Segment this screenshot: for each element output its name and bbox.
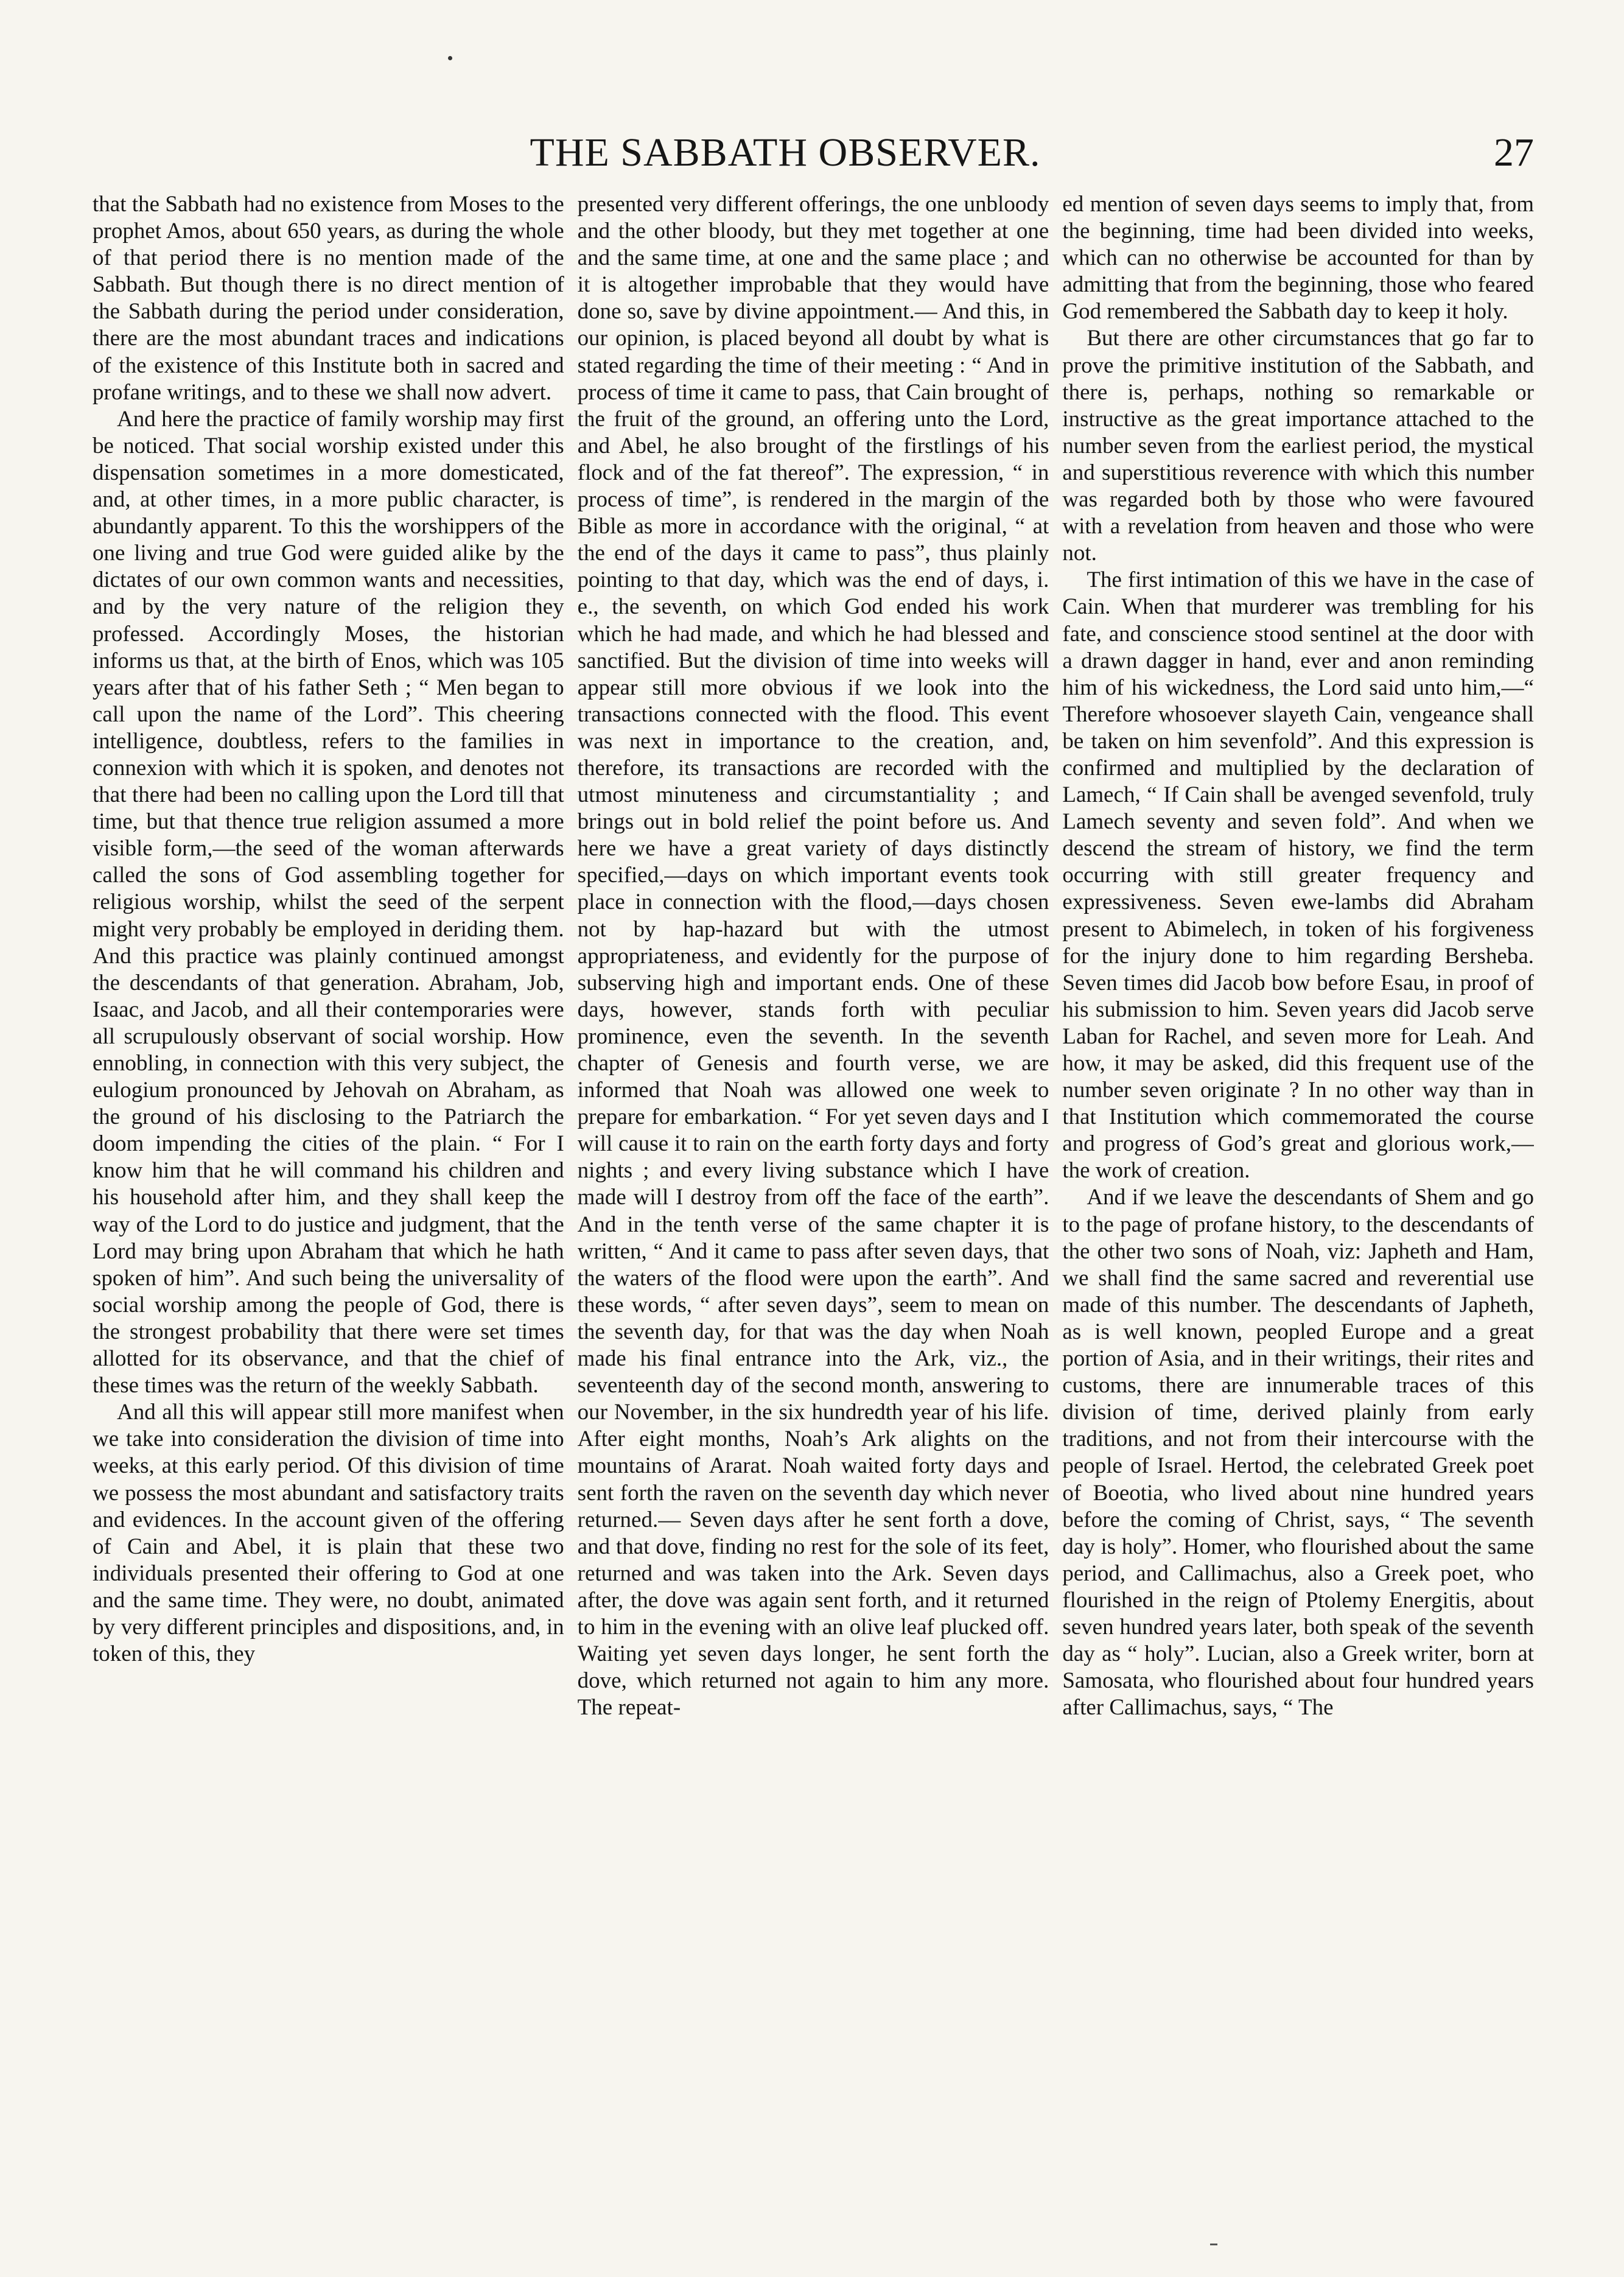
paragraph: that the Sabbath had no existence from Moses to the prophet Amos, about 650 years, as during the whole of that period there is no mention made of the Sabbath. But though there is no direct mention of the Sabbath during the period under consideration, there are the most abundant traces and indications of the existence of this Institute both in sacred and profane writings, and to these we shall now advert. bbox=[93, 192, 564, 405]
page-header bbox=[37, 129, 1534, 177]
column-1 bbox=[93, 191, 564, 2219]
paragraph: And all this will appear still more manifest when we take into consideration the division of time into weeks, at this early period. Of this division of time we possess the most abundant and satisfactory traits and evidences. In the account given of the offering of Cain and Abel, it is plain that these two individuals presented their offering to God at one and the same time. They were, no doubt, animated by very different principles and dispositions, and, in token of this, they bbox=[93, 1400, 564, 1667]
paragraph: But there are other circumstances that go far to prove the primitive institution of the Sabbath, and there is, perhaps, nothing so remarkable or instructive as the great importance attached to the number seven from the earliest period, the mystical and superstitious reverence with which this number was regarded both by those who were favoured with a revelation from heaven and those who were not. bbox=[1062, 326, 1535, 566]
running-title: THE SABBATH OBSERVER. bbox=[530, 130, 1041, 175]
paragraph: And here the practice of family worship may first be noticed. That social worship existed under this dispensation sometimes in a more domesticated, and, at other times, in a more public character, is abundantly apparent. To this the worshippers of the one living and true God were guided alike by the dictates of our own common wants and necessities, and by the very nature of the religion they professed. Accordingly Moses, the historian informs us that, at the birth of Enos, which was 105 years after that of his father Seth ; “ Men began to call upon the name of the Lord”. This cheering intelligence, doubtless, refers to the families in connexion with which it is spoken, and denotes not that there had been no calling upon the Lord till that time, but that thence true religion assumed a more visible form,—the seed of the woman afterwards called the sons of God assembling together for religious worship, whilst the seed of the serpent might very probably be employed in deriding them. And this practice was plainly continued amongst the descendants of that generation. Abraham, Job, Isaac, and Jacob, and all their contemporaries were all scrupulously observant of social worship. How ennobling, in connection with this very subject, the eulogium pronounced by Jehovah on Abraham, as the ground of his disclosing to the Patriarch the doom impending the cities of the plain. “ For I know him that he will command his children and his household after him, and they shall keep the way of the Lord to do justice and judgment, that the Lord may bring upon Abraham that which he hath spoken of him”. And such being the universality of social worship among the people of God, there is the strongest probability that there were set times allotted for its observance, and that the chief of these times was the return of the weekly Sabbath. bbox=[93, 406, 564, 1398]
column-2 bbox=[578, 191, 1049, 2219]
ink-speck bbox=[448, 56, 452, 60]
paragraph: ed mention of seven days seems to imply that, from the beginning, time had been divided into weeks, which can no otherwise be accounted for than by admitting that from the beginning, those who feared God remembered the Sabbath day to keep it holy. bbox=[1062, 192, 1535, 325]
paragraph: The first intimation of this we have in the case of Cain. When that murderer was trembling for his fate, and conscience stood sentinel at the door with a drawn dagger in hand, ever and anon reminding him of his wickedness, the Lord said unto him,—“ Therefore whosoever slayeth Cain, vengeance shall be taken on him sevenfold”. And this expression is confirmed and multiplied by the declaration of Lamech, “ If Cain shall be avenged sevenfold, truly Lamech seventy and seven fold”. And when we descend the stream of history, we find the term occurring with still greater frequency and expressiveness. Seven ewe-lambs did Abraham present to Abimelech, in token of his forgiveness for the injury done to him regarding Bersheba. Seven times did Jacob bow before Esau, in proof of his submission to him. Seven years did Jacob serve Laban for Rachel, and seven more for Leah. And how, it may be asked, did this frequent use of the number seven originate ? In no other way than in that Institution which commemorated the course and progress of God’s great and glorious work,—the work of creation. bbox=[1062, 567, 1535, 1184]
page-number: 27 bbox=[1494, 130, 1534, 175]
ink-mark bbox=[1210, 2244, 1217, 2245]
paragraph: presented very different offerings, the one unbloody and the other bloody, but they met together at one and the same time, at one and the same place ; and it is altogether improbable that they would have done so, save by divine appointment.— And this, in our opinion, is placed beyond all doubt by what is stated regarding the time of their meeting : “ And in process of time it came to pass, that Cain brought of the fruit of the ground, an offering unto the Lord, and Abel, he also brought of the firstlings of his flock and of the fat thereof”. The expression, “ in process of time”, is rendered in the margin of the Bible as more in accordance with the original, “ at the end of the days it came to pass”, thus plainly pointing to that day, which was the end of days, i. e., the seventh, on which God ended his work which he had made, and which he had blessed and sanctified. But the division of time into weeks will appear still more obvious if we look into the transactions connected with the flood. This event was next in importance to the creation, and, therefore, its transactions are recorded with the utmost minuteness and circumstantiality ; and brings out in bold relief the point before us. And here we have a great variety of days distinctly specified,—days on which important events took place in connection with the flood,—days chosen not by hap-hazard but with the utmost appropriateness, and evidently for the purpose of subserving high and important ends. One of these days, however, stands forth with peculiar prominence, even the seventh. In the seventh chapter of Genesis and fourth verse, we are informed that Noah was allowed one week to prepare for embarkation. “ For yet seven days and I will cause it to rain on the earth forty days and forty nights ; and every living substance which I have made will I destroy from off the face of the earth”. And in the tenth verse of the same chapter it is written, “ And it came to pass after seven days, that the waters of the flood were upon the earth”. And these words, “ after seven days”, seem to mean on the seventh day, for that was the day when Noah made his final entrance into the Ark, viz., the seventeenth day of the second month, answering to our November, in the six hundredth year of his life. After eight months, Noah’s Ark alights on the mountains of Ararat. Noah waited forty days and sent forth the raven on the seventh day which never returned.— Seven days after he sent forth a dove, and that dove, finding no rest for the sole of its feet, returned and was taken into the Ark. Seven days after, the dove was again sent forth, and it returned to him in the evening with an olive leaf plucked off. Waiting yet seven days longer, he sent forth the dove, which returned not again to him any more. The repeat- bbox=[577, 192, 1049, 1721]
column-3 bbox=[1062, 191, 1534, 2219]
text-columns bbox=[93, 191, 1534, 2219]
paragraph: And if we leave the descendants of Shem and go to the page of profane history, to the descendants of the other two sons of Noah, viz: Japheth and Ham, we shall find the same sacred and reverential use made of this number. The descendants of Japheth, as is well known, peopled Europe and a great portion of Asia, and in their writings, their rites and customs, there are innumerable traces of this division of time, derived plainly from early traditions, and not from their intercourse with the people of Israel. Hertod, the celebrated Greek poet of Boeotia, who lived about nine hundred years before the coming of Christ, says, “ The seventh day is holy”. Homer, who flourished about the same period, and Callimachus, also a Greek poet, who flourished in the reign of Ptolemy Energitis, about seven hundred years later, both speak of the seventh day as “ holy”. Lucian, also a Greek writer, born at Samosata, who flourished about four hundred years after Callimachus, says, “ The bbox=[1062, 1185, 1535, 1721]
